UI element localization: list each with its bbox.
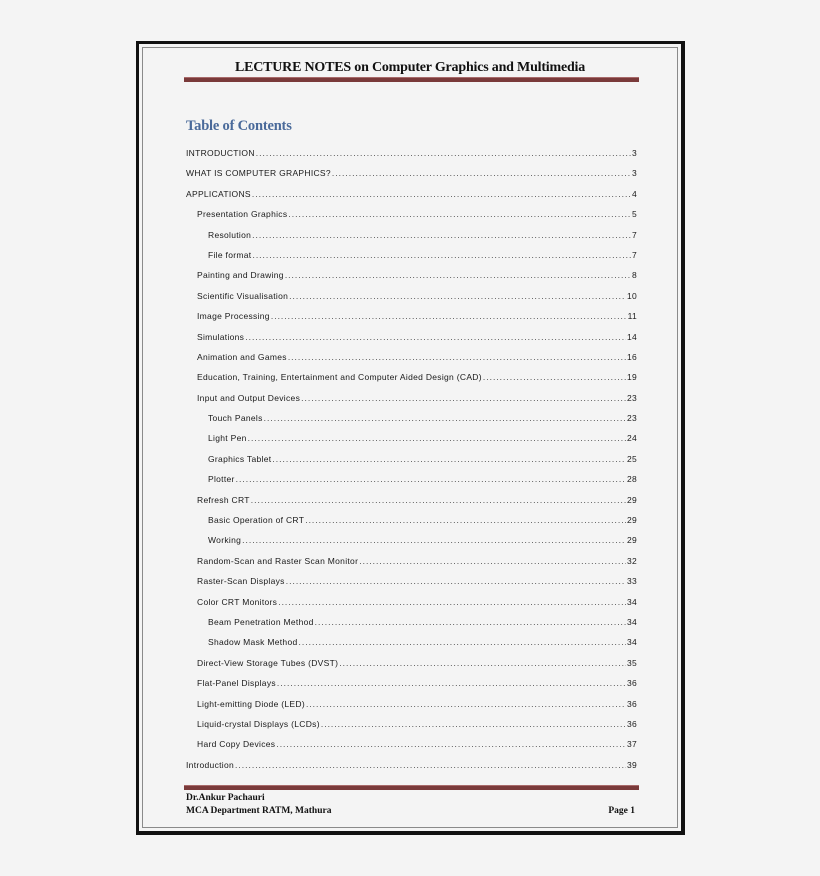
- toc-entry[interactable]: [186, 535, 637, 555]
- toc-entry-page[interactable]: 8: [631, 270, 637, 281]
- toc-entry[interactable]: [186, 189, 637, 209]
- toc-dot-leader: [299, 637, 626, 647]
- toc-entry-page[interactable]: 34: [626, 637, 637, 648]
- toc-entry[interactable]: [186, 393, 637, 413]
- toc-entry[interactable]: [186, 291, 637, 311]
- toc-title: Table of Contents: [186, 118, 292, 134]
- toc-entry-page[interactable]: 24: [626, 433, 637, 444]
- toc-entry-page[interactable]: 35: [626, 657, 637, 668]
- toc-entry-label[interactable]: Resolution: [208, 229, 252, 240]
- toc-entry-page[interactable]: 29: [626, 535, 637, 546]
- toc-entry-page[interactable]: 32: [626, 555, 637, 566]
- toc-entry-page[interactable]: 28: [626, 474, 637, 485]
- toc-entry[interactable]: [186, 719, 637, 739]
- toc-entry[interactable]: [186, 678, 637, 698]
- toc-entry-label[interactable]: Flat-Panel Displays: [197, 678, 276, 689]
- toc-entry-label[interactable]: Hard Copy Devices: [197, 739, 276, 750]
- toc-entry-label[interactable]: Beam Penetration Method: [208, 616, 314, 627]
- toc-dot-leader: [236, 474, 626, 484]
- toc-entry-page[interactable]: 16: [626, 351, 637, 362]
- toc-entry[interactable]: [186, 658, 637, 678]
- toc-dot-leader: [483, 372, 626, 382]
- toc-entry-page[interactable]: 14: [626, 331, 637, 342]
- toc-entry-page[interactable]: 34: [626, 616, 637, 627]
- toc-dot-leader: [272, 454, 626, 464]
- toc-entry-page[interactable]: 4: [631, 188, 637, 199]
- toc-dot-leader: [285, 270, 631, 280]
- toc-entry-label[interactable]: Raster-Scan Displays: [197, 576, 285, 587]
- toc-entry-label[interactable]: Graphics Tablet: [208, 453, 272, 464]
- toc-entry[interactable]: [186, 495, 637, 515]
- toc-entry[interactable]: [186, 270, 637, 290]
- toc-entry[interactable]: [186, 474, 637, 494]
- toc-dot-leader: [252, 230, 631, 240]
- toc-entry-page[interactable]: 29: [626, 494, 637, 505]
- toc-entry-label[interactable]: Light Pen: [208, 433, 247, 444]
- toc-dot-leader: [248, 433, 626, 443]
- footer-rule: [184, 785, 639, 790]
- toc-entry-page[interactable]: 5: [631, 209, 637, 220]
- toc-entry-label[interactable]: File format: [208, 249, 252, 260]
- document-page: [136, 41, 685, 835]
- toc-entry[interactable]: [186, 597, 637, 617]
- toc-entry[interactable]: [186, 515, 637, 535]
- toc-entry-page[interactable]: 29: [626, 515, 637, 526]
- toc-entry[interactable]: [186, 556, 637, 576]
- toc-dot-leader: [256, 148, 631, 158]
- toc-entry-page[interactable]: 7: [631, 249, 637, 260]
- toc-entry[interactable]: [186, 699, 637, 719]
- toc-dot-leader: [245, 332, 626, 342]
- toc-entry[interactable]: [186, 576, 637, 596]
- toc-entry-label[interactable]: Education, Training, Entertainment and Computer Aided Design (CAD): [197, 372, 482, 383]
- toc-dot-leader: [252, 250, 631, 260]
- toc-dot-leader: [277, 678, 626, 688]
- toc-dot-leader: [278, 597, 626, 607]
- toc-entry-page[interactable]: 23: [626, 413, 637, 424]
- toc-list: [186, 148, 637, 780]
- toc-dot-leader: [271, 311, 627, 321]
- toc-dot-leader: [242, 535, 626, 545]
- toc-entry[interactable]: [186, 332, 637, 352]
- toc-entry-label[interactable]: Scientific Visualisation: [197, 290, 289, 301]
- toc-entry-label[interactable]: APPLICATIONS: [186, 188, 251, 199]
- toc-entry[interactable]: [186, 372, 637, 392]
- toc-entry-label[interactable]: Touch Panels: [208, 413, 263, 424]
- toc-entry-label[interactable]: INTRODUCTION: [186, 148, 255, 158]
- toc-dot-leader: [306, 699, 626, 709]
- toc-entry-page[interactable]: 10: [626, 290, 637, 301]
- toc-entry-page[interactable]: 7: [631, 229, 637, 240]
- toc-entry-label[interactable]: Light-emitting Diode (LED): [197, 698, 305, 709]
- toc-dot-leader: [276, 739, 626, 749]
- toc-entry-label[interactable]: Painting and Drawing: [197, 270, 284, 281]
- toc-dot-leader: [315, 617, 626, 627]
- toc-dot-leader: [235, 760, 626, 770]
- toc-entry-label[interactable]: Animation and Games: [197, 351, 287, 362]
- toc-dot-leader: [339, 658, 626, 668]
- footer-author: Dr.Ankur Pachauri: [186, 793, 265, 803]
- footer-left: [186, 792, 331, 818]
- page-inner-border: [142, 47, 678, 828]
- toc-entry-label[interactable]: Introduction: [186, 759, 235, 770]
- toc-dot-leader: [264, 413, 626, 423]
- toc-entry-label[interactable]: Color CRT Monitors: [197, 596, 278, 607]
- toc-entry[interactable]: [186, 168, 637, 188]
- toc-entry-label[interactable]: Simulations: [197, 331, 245, 342]
- toc-dot-leader: [305, 515, 626, 525]
- toc-entry-label[interactable]: Refresh CRT: [197, 494, 250, 505]
- toc-entry-label[interactable]: Shadow Mask Method: [208, 637, 298, 648]
- toc-entry-page[interactable]: 23: [626, 392, 637, 403]
- toc-entry-page[interactable]: 37: [626, 739, 637, 750]
- toc-entry[interactable]: [186, 413, 637, 433]
- toc-entry-label[interactable]: Image Processing: [197, 311, 270, 322]
- footer-department: MCA Department RATM, Mathura: [186, 806, 332, 816]
- toc-dot-leader: [251, 495, 626, 505]
- toc-entry[interactable]: [186, 617, 637, 637]
- toc-entry[interactable]: [186, 739, 637, 759]
- toc-entry-page[interactable]: 33: [626, 576, 637, 587]
- toc-entry-page[interactable]: 34: [626, 596, 637, 607]
- toc-entry-label[interactable]: Basic Operation of CRT: [208, 515, 305, 526]
- toc-dot-leader: [289, 291, 626, 301]
- toc-entry-page[interactable]: 3: [631, 168, 637, 179]
- toc-entry[interactable]: [186, 352, 637, 372]
- toc-dot-leader: [286, 576, 626, 586]
- toc-entry-label[interactable]: Plotter: [208, 474, 235, 485]
- toc-dot-leader: [321, 719, 626, 729]
- toc-entry[interactable]: [186, 760, 637, 780]
- toc-dot-leader: [332, 168, 631, 178]
- toc-entry[interactable]: [186, 433, 637, 453]
- toc-entry-page[interactable]: 36: [626, 678, 637, 689]
- toc-entry[interactable]: [186, 250, 637, 270]
- toc-entry-label[interactable]: Input and Output Devices: [197, 392, 301, 403]
- toc-entry-label[interactable]: Liquid-crystal Displays (LCDs): [197, 718, 320, 729]
- toc-entry-page[interactable]: 36: [626, 698, 637, 709]
- toc-dot-leader: [359, 556, 626, 566]
- toc-entry-page[interactable]: 11: [627, 311, 637, 322]
- toc-entry-label[interactable]: Working: [208, 535, 242, 546]
- toc-dot-leader: [288, 209, 631, 219]
- toc-entry-label[interactable]: WHAT IS COMPUTER GRAPHICS?: [186, 168, 331, 179]
- toc-entry[interactable]: [186, 454, 637, 474]
- header-rule: [184, 77, 639, 82]
- toc-entry[interactable]: [186, 637, 637, 657]
- toc-entry[interactable]: [186, 209, 637, 229]
- toc-dot-leader: [301, 393, 626, 403]
- toc-entry-page[interactable]: 36: [626, 718, 637, 729]
- toc-dot-leader: [252, 189, 631, 199]
- toc-entry-label[interactable]: Direct-View Storage Tubes (DVST): [197, 657, 339, 668]
- toc-entry-page[interactable]: 25: [626, 453, 637, 464]
- toc-entry-label[interactable]: Random-Scan and Raster Scan Monitor: [197, 555, 359, 566]
- toc-entry[interactable]: [186, 230, 637, 250]
- toc-entry[interactable]: [186, 311, 637, 331]
- header-title: LECTURE NOTES on Computer Graphics and Multimedia: [234, 60, 586, 75]
- footer-page-number: Page 1: [608, 806, 635, 816]
- toc-entry-page[interactable]: 3: [631, 148, 637, 158]
- toc-entry-page[interactable]: 39: [626, 759, 637, 770]
- toc-entry[interactable]: [186, 148, 637, 168]
- toc-dot-leader: [288, 352, 626, 362]
- toc-entry-label[interactable]: Presentation Graphics: [197, 209, 288, 220]
- toc-entry-page[interactable]: 19: [626, 372, 637, 383]
